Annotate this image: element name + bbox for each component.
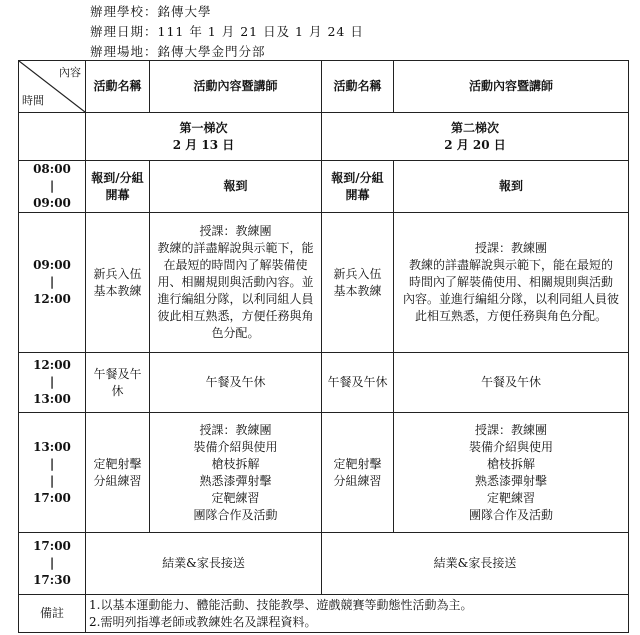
batch-time-cell	[19, 113, 86, 161]
first-batch-title: 第一梯次	[179, 120, 228, 135]
r3-name-2: 午餐及午休	[322, 353, 394, 413]
header-row	[19, 61, 629, 113]
r2-name-1: 新兵入伍 基本教練	[86, 213, 150, 353]
row-0900	[19, 213, 629, 353]
content-lecturer-header-2: 活動內容暨講師	[394, 61, 629, 113]
r3-name-1: 午餐及午 休	[86, 353, 150, 413]
note-2: 2.需明列指導老師或教練姓名及課程資料。	[89, 614, 317, 629]
notes-row	[19, 595, 629, 633]
info-date: 辦理日期：111 年 1 月 21 日及 1 月 24 日	[90, 24, 364, 39]
r5-content-1: 結業&家長接送	[86, 533, 322, 595]
row-1200	[19, 353, 629, 413]
r1-name-1: 報到/分組 開幕	[86, 161, 150, 213]
row-1300	[19, 413, 629, 533]
time-0900-1200: 09:00 | 12:00	[19, 213, 86, 353]
r4-content-2: 授課：教練團 裝備介紹與使用 槍枝拆解 熟悉漆彈射擊 定靶練習 團隊合作及活動	[394, 413, 629, 533]
content-label: 內容	[59, 66, 81, 79]
time-1300-1700: 13:00 | | 17:00	[19, 413, 86, 533]
time-label: 時間	[22, 94, 44, 107]
r2-content-1: 授課：教練團 教練的詳盡解說與示範下，能 在最短的時間內了解裝備使 用、相關規則與活動內容。並 進行編組分隊，以利同組人員 彼此相互熟悉，方便任務與角 色分配。	[150, 213, 322, 353]
r1-content-1: 報到	[150, 161, 322, 213]
info-school: 辦理學校：銘傳大學	[90, 4, 212, 19]
notes-content	[86, 595, 629, 633]
r4-name-2: 定靶射擊 分組練習	[322, 413, 394, 533]
second-batch-cell	[322, 113, 629, 161]
info-venue: 辦理場地：銘傳大學金門分部	[90, 44, 266, 59]
second-batch-title: 第二梯次	[450, 120, 499, 135]
content-lecturer-header: 活動內容暨講師	[150, 61, 322, 113]
r2-content-2: 授課：教練團 教練的詳盡解說與示範下，能在最短的 時間內了解裝備使用、相關規則與活動 內容。並進行編組分隊，以利同組人員彼 此相互熟悉，方便任務與角色分配。	[394, 213, 629, 353]
r5-content-2: 結業&家長接送	[322, 533, 629, 595]
time-0800-0900: 08:00 | 09:00	[19, 161, 86, 213]
activity-name-header: 活動名稱	[86, 61, 150, 113]
r1-content-2: 報到	[394, 161, 629, 213]
r4-name-1: 定靶射擊 分組練習	[86, 413, 150, 533]
r1-name-2: 報到/分組 開幕	[322, 161, 394, 213]
r3-content-2: 午餐及午休	[394, 353, 629, 413]
r2-name-2: 新兵入伍 基本教練	[322, 213, 394, 353]
notes-label: 備註	[19, 595, 86, 633]
r3-content-1: 午餐及午休	[150, 353, 322, 413]
row-1700	[19, 533, 629, 595]
row-0800	[19, 161, 629, 213]
batch-row	[19, 113, 629, 161]
time-1200-1300: 12:00 | 13:00	[19, 353, 86, 413]
second-batch-date: 2 月 20 日	[444, 137, 506, 152]
r4-content-1: 授課：教練團 裝備介紹與使用 槍枝拆解 熟悉漆彈射擊 定靶練習 團隊合作及活動	[150, 413, 322, 533]
first-batch-date: 2 月 13 日	[172, 137, 235, 152]
time-1700-1730: 17:00 | 17:30	[19, 533, 86, 595]
schedule-table	[18, 60, 629, 633]
first-batch-cell	[86, 113, 322, 161]
note-1: 1.以基本運動能力、體能活動、技能教學、遊戲競賽等動態性活動為主。	[89, 597, 473, 612]
corner-cell	[19, 61, 86, 113]
activity-name-header-2: 活動名稱	[322, 61, 394, 113]
